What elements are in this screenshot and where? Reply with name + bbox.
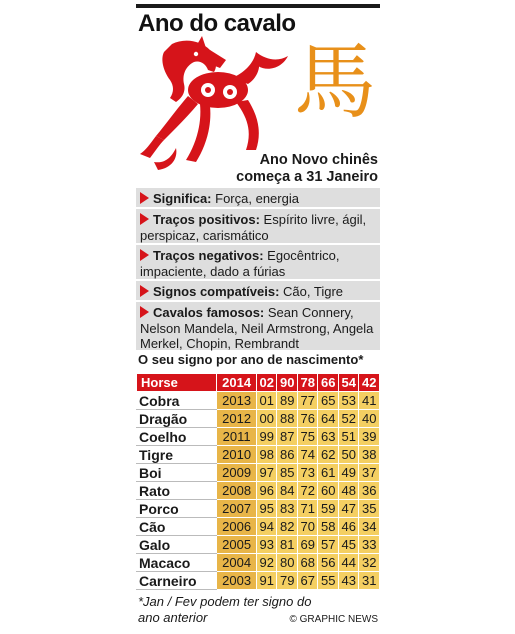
- footnote-line-2: ano anterior: [138, 610, 208, 625]
- year-cell: 85: [277, 464, 298, 482]
- info-positive: [136, 209, 380, 243]
- info-famous: [136, 302, 380, 350]
- arrow-icon: [140, 213, 149, 225]
- zodiac-year-table: [136, 373, 380, 590]
- year-cell: 95: [256, 500, 277, 518]
- year-cell: 92: [256, 554, 277, 572]
- year-cell: 49: [338, 464, 359, 482]
- table-row: [137, 392, 380, 410]
- year-cell: 80: [277, 554, 298, 572]
- year-cell: 87: [277, 428, 298, 446]
- year-cell: 63: [318, 428, 339, 446]
- info-label: Signos compatíveis:: [153, 284, 280, 299]
- year-cell: 46: [338, 518, 359, 536]
- year-cell: 35: [359, 500, 380, 518]
- animal-name: Coelho: [137, 428, 217, 446]
- page-title: Ano do cavalo: [138, 10, 296, 37]
- info-label: Traços positivos:: [153, 212, 260, 227]
- year-cell: 2004: [217, 554, 257, 572]
- year-cell: 2008: [217, 482, 257, 500]
- year-cell: 45: [338, 536, 359, 554]
- info-label: Significa:: [153, 191, 212, 206]
- year-cell: 36: [359, 482, 380, 500]
- year-cell: 98: [256, 446, 277, 464]
- year-cell: 71: [297, 500, 318, 518]
- info-label: Cavalos famosos:: [153, 305, 265, 320]
- table-header-row: [137, 374, 380, 392]
- year-cell: 48: [338, 482, 359, 500]
- animal-name: Dragão: [137, 410, 217, 428]
- animal-name: Macaco: [137, 554, 217, 572]
- table-row: [137, 446, 380, 464]
- year-cell: 56: [318, 554, 339, 572]
- info-label: Traços negativos:: [153, 248, 264, 263]
- subtitle: [236, 152, 378, 186]
- arrow-icon: [140, 285, 149, 297]
- year-cell: 2012: [217, 410, 257, 428]
- year-cell: 62: [318, 446, 339, 464]
- year-cell: 2003: [217, 572, 257, 590]
- year-cell: 2013: [217, 392, 257, 410]
- year-cell: 2005: [217, 536, 257, 554]
- year-cell: 77: [297, 392, 318, 410]
- animal-name: Carneiro: [137, 572, 217, 590]
- column-header: 2014: [217, 374, 257, 392]
- animal-name: Tigre: [137, 446, 217, 464]
- horse-icon: [140, 36, 288, 170]
- table-body: [137, 392, 380, 590]
- year-cell: 79: [277, 572, 298, 590]
- info-meaning: [136, 188, 380, 207]
- arrow-icon: [140, 306, 149, 318]
- column-header: 78: [297, 374, 318, 392]
- year-cell: 57: [318, 536, 339, 554]
- year-cell: 94: [256, 518, 277, 536]
- year-cell: 64: [318, 410, 339, 428]
- year-cell: 75: [297, 428, 318, 446]
- year-cell: 67: [297, 572, 318, 590]
- info-compatible: [136, 281, 380, 300]
- year-cell: 43: [338, 572, 359, 590]
- year-cell: 39: [359, 428, 380, 446]
- year-cell: 41: [359, 392, 380, 410]
- year-cell: 2011: [217, 428, 257, 446]
- column-header: Horse: [137, 374, 217, 392]
- year-cell: 44: [338, 554, 359, 572]
- info-text: Egocêntrico, impaciente, dado a fúrias: [140, 248, 340, 279]
- year-cell: 31: [359, 572, 380, 590]
- table-row: [137, 500, 380, 518]
- table-title: O seu signo por ano de nascimento*: [138, 352, 364, 367]
- year-cell: 69: [297, 536, 318, 554]
- year-cell: 2007: [217, 500, 257, 518]
- year-cell: 33: [359, 536, 380, 554]
- year-cell: 2010: [217, 446, 257, 464]
- column-header: 90: [277, 374, 298, 392]
- year-cell: 58: [318, 518, 339, 536]
- year-cell: 76: [297, 410, 318, 428]
- table-row: [137, 482, 380, 500]
- year-cell: 34: [359, 518, 380, 536]
- year-cell: 93: [256, 536, 277, 554]
- subtitle-line-2: começa a 31 Janeiro: [236, 169, 378, 185]
- footnote: [138, 594, 311, 626]
- year-cell: 52: [338, 410, 359, 428]
- column-header: 42: [359, 374, 380, 392]
- year-cell: 74: [297, 446, 318, 464]
- top-rule: [136, 4, 380, 8]
- year-cell: 96: [256, 482, 277, 500]
- year-cell: 51: [338, 428, 359, 446]
- year-cell: 81: [277, 536, 298, 554]
- table-row: [137, 428, 380, 446]
- horse-character: 馬: [293, 35, 376, 130]
- year-cell: 61: [318, 464, 339, 482]
- year-cell: 50: [338, 446, 359, 464]
- year-cell: 97: [256, 464, 277, 482]
- year-cell: 89: [277, 392, 298, 410]
- year-cell: 01: [256, 392, 277, 410]
- infographic: [136, 0, 380, 634]
- year-cell: 2006: [217, 518, 257, 536]
- year-cell: 37: [359, 464, 380, 482]
- info-text: Espírito livre, ágil, perspicaz, carismático: [140, 212, 367, 243]
- year-cell: 40: [359, 410, 380, 428]
- arrow-icon: [140, 192, 149, 204]
- year-cell: 86: [277, 446, 298, 464]
- year-cell: 99: [256, 428, 277, 446]
- info-text: Força, energia: [215, 191, 299, 206]
- animal-name: Porco: [137, 500, 217, 518]
- info-text: Cão, Tigre: [283, 284, 344, 299]
- year-cell: 53: [338, 392, 359, 410]
- info-text: Sean Connery, Nelson Mandela, Neil Armstrong, Angela Merkel, Chopin, Rembrandt: [140, 305, 374, 351]
- year-cell: 84: [277, 482, 298, 500]
- year-cell: 65: [318, 392, 339, 410]
- year-cell: 60: [318, 482, 339, 500]
- year-cell: 88: [277, 410, 298, 428]
- arrow-icon: [140, 249, 149, 261]
- year-cell: 59: [318, 500, 339, 518]
- column-header: 02: [256, 374, 277, 392]
- table-row: [137, 518, 380, 536]
- column-header: 54: [338, 374, 359, 392]
- table-row: [137, 410, 380, 428]
- table-row: [137, 536, 380, 554]
- year-cell: 82: [277, 518, 298, 536]
- table-row: [137, 572, 380, 590]
- column-header: 66: [318, 374, 339, 392]
- info-negative: [136, 245, 380, 279]
- year-cell: 68: [297, 554, 318, 572]
- year-cell: 72: [297, 482, 318, 500]
- animal-name: Boi: [137, 464, 217, 482]
- credit: © GRAPHIC NEWS: [289, 614, 378, 625]
- year-cell: 47: [338, 500, 359, 518]
- animal-name: Rato: [137, 482, 217, 500]
- animal-name: Galo: [137, 536, 217, 554]
- year-cell: 38: [359, 446, 380, 464]
- year-cell: 83: [277, 500, 298, 518]
- year-cell: 00: [256, 410, 277, 428]
- year-cell: 70: [297, 518, 318, 536]
- year-cell: 32: [359, 554, 380, 572]
- subtitle-line-1: Ano Novo chinês: [259, 152, 378, 168]
- animal-name: Cobra: [137, 392, 217, 410]
- year-cell: 2009: [217, 464, 257, 482]
- table-row: [137, 464, 380, 482]
- year-cell: 73: [297, 464, 318, 482]
- footnote-line-1: *Jan / Fev podem ter signo do: [138, 594, 312, 609]
- year-cell: 55: [318, 572, 339, 590]
- year-cell: 91: [256, 572, 277, 590]
- table-row: [137, 554, 380, 572]
- animal-name: Cão: [137, 518, 217, 536]
